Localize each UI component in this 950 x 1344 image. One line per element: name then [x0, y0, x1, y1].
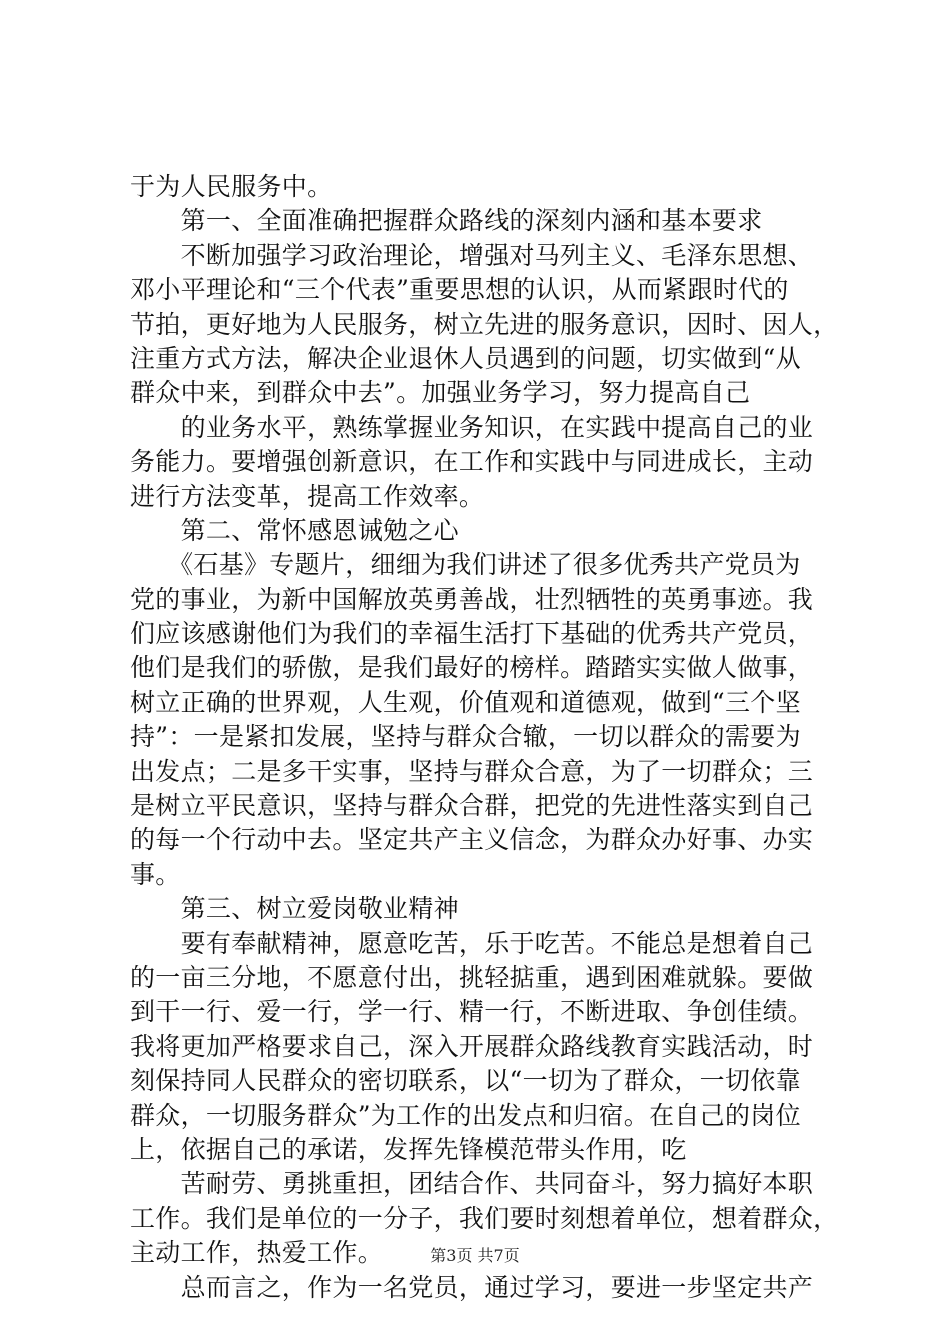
text-line: 的每一个行动中去。坚定共产主义信念，为群众办好事、办实: [130, 825, 814, 855]
text-line: 党的事业，为新中国解放英勇善战，壮烈牺牲的英勇事迹。我: [130, 584, 814, 614]
section-heading: 第三、树立爱岗敬业精神: [130, 894, 459, 924]
text-line: 注重方式方法，解决企业退休人员遇到的问题，切实做到“从: [130, 343, 801, 373]
section-heading: 第一、全面准确把握群众路线的深刻内涵和基本要求: [130, 206, 763, 236]
text-line: 群众，一切服务群众”为工作的出发点和归宿。在自己的岗位: [130, 1100, 801, 1130]
text-line: 我将更加严格要求自己，深入开展群众路线教育实践活动，时: [130, 1031, 814, 1061]
text-line: 邓小平理论和“三个代表”重要思想的认识，从而紧跟时代的: [130, 275, 789, 305]
text-line: 们应该感谢他们为我们的幸福生活打下基础的优秀共产党员，: [130, 619, 814, 649]
text-line: 持”：一是紧扣发展，坚持与群众合辙，一切以群众的需要为: [130, 722, 801, 752]
text-line: 事。: [130, 859, 181, 889]
text-line: 进行方法变革，提高工作效率。: [130, 481, 485, 511]
body-text: [130, 170, 840, 1305]
text-line: 苦耐劳、勇挑重担，团结合作、共同奋斗，努力搞好本职: [130, 1169, 814, 1199]
page-footer: [0, 1243, 950, 1266]
text-line: 务能力。要增强创新意识，在工作和实践中与同进成长，主动: [130, 447, 814, 477]
text-line: 出发点；二是多干实事，坚持与群众合意，为了一切群众；三: [130, 756, 814, 786]
page-number-label: 第3页 共7页: [430, 1246, 520, 1265]
text-line: 《石基》专题片，细细为我们讲述了很多优秀共产党员为: [130, 550, 801, 580]
text-line: 于为人民服务中。: [130, 172, 333, 201]
text-line: 的一亩三分地，不愿意付出，挑轻掂重，遇到困难就躲。要做: [130, 962, 814, 992]
text-line: 他们是我们的骄傲，是我们最好的榜样。踏踏实实做人做事，: [130, 653, 814, 683]
text-line: 是树立平民意识，坚持与群众合群，把党的先进性落实到自己: [130, 791, 814, 821]
text-line: 树立正确的世界观，人生观，价值观和道德观，做到“三个坚: [130, 687, 801, 717]
text-line: 节拍，更好地为人民服务，树立先进的服务意识，因时、因人，: [130, 309, 839, 339]
section-heading: 第二、常怀感恩诫勉之心: [130, 515, 459, 545]
text-line: 到干一行、爱一行，学一行、精一行，不断进取、争创佳绩。: [130, 997, 814, 1027]
text-line: 不断加强学习政治理论，增强对马列主义、毛泽东思想、: [130, 240, 814, 270]
text-line: 的业务水平，熟练掌握业务知识，在实践中提高自己的业: [130, 412, 814, 442]
text-line: 上，依据自己的承诺，发挥先锋模范带头作用，吃: [130, 1134, 687, 1164]
text-line: 总而言之，作为一名党员，通过学习，要进一步坚定共产: [130, 1272, 814, 1302]
text-line: 要有奉献精神，愿意吃苦，乐于吃苦。不能总是想着自己: [130, 928, 814, 958]
text-line: 群众中来，到群众中去”。加强业务学习，努力提高自己: [130, 378, 751, 408]
text-line: 刻保持同人民群众的密切联系，以“一切为了群众，一切依靠: [130, 1066, 801, 1096]
text-line: 主动工作，热爱工作。: [130, 1238, 384, 1268]
text-line: 工作。我们是单位的一分子，我们要时刻想着单位，想着群众，: [130, 1203, 839, 1233]
